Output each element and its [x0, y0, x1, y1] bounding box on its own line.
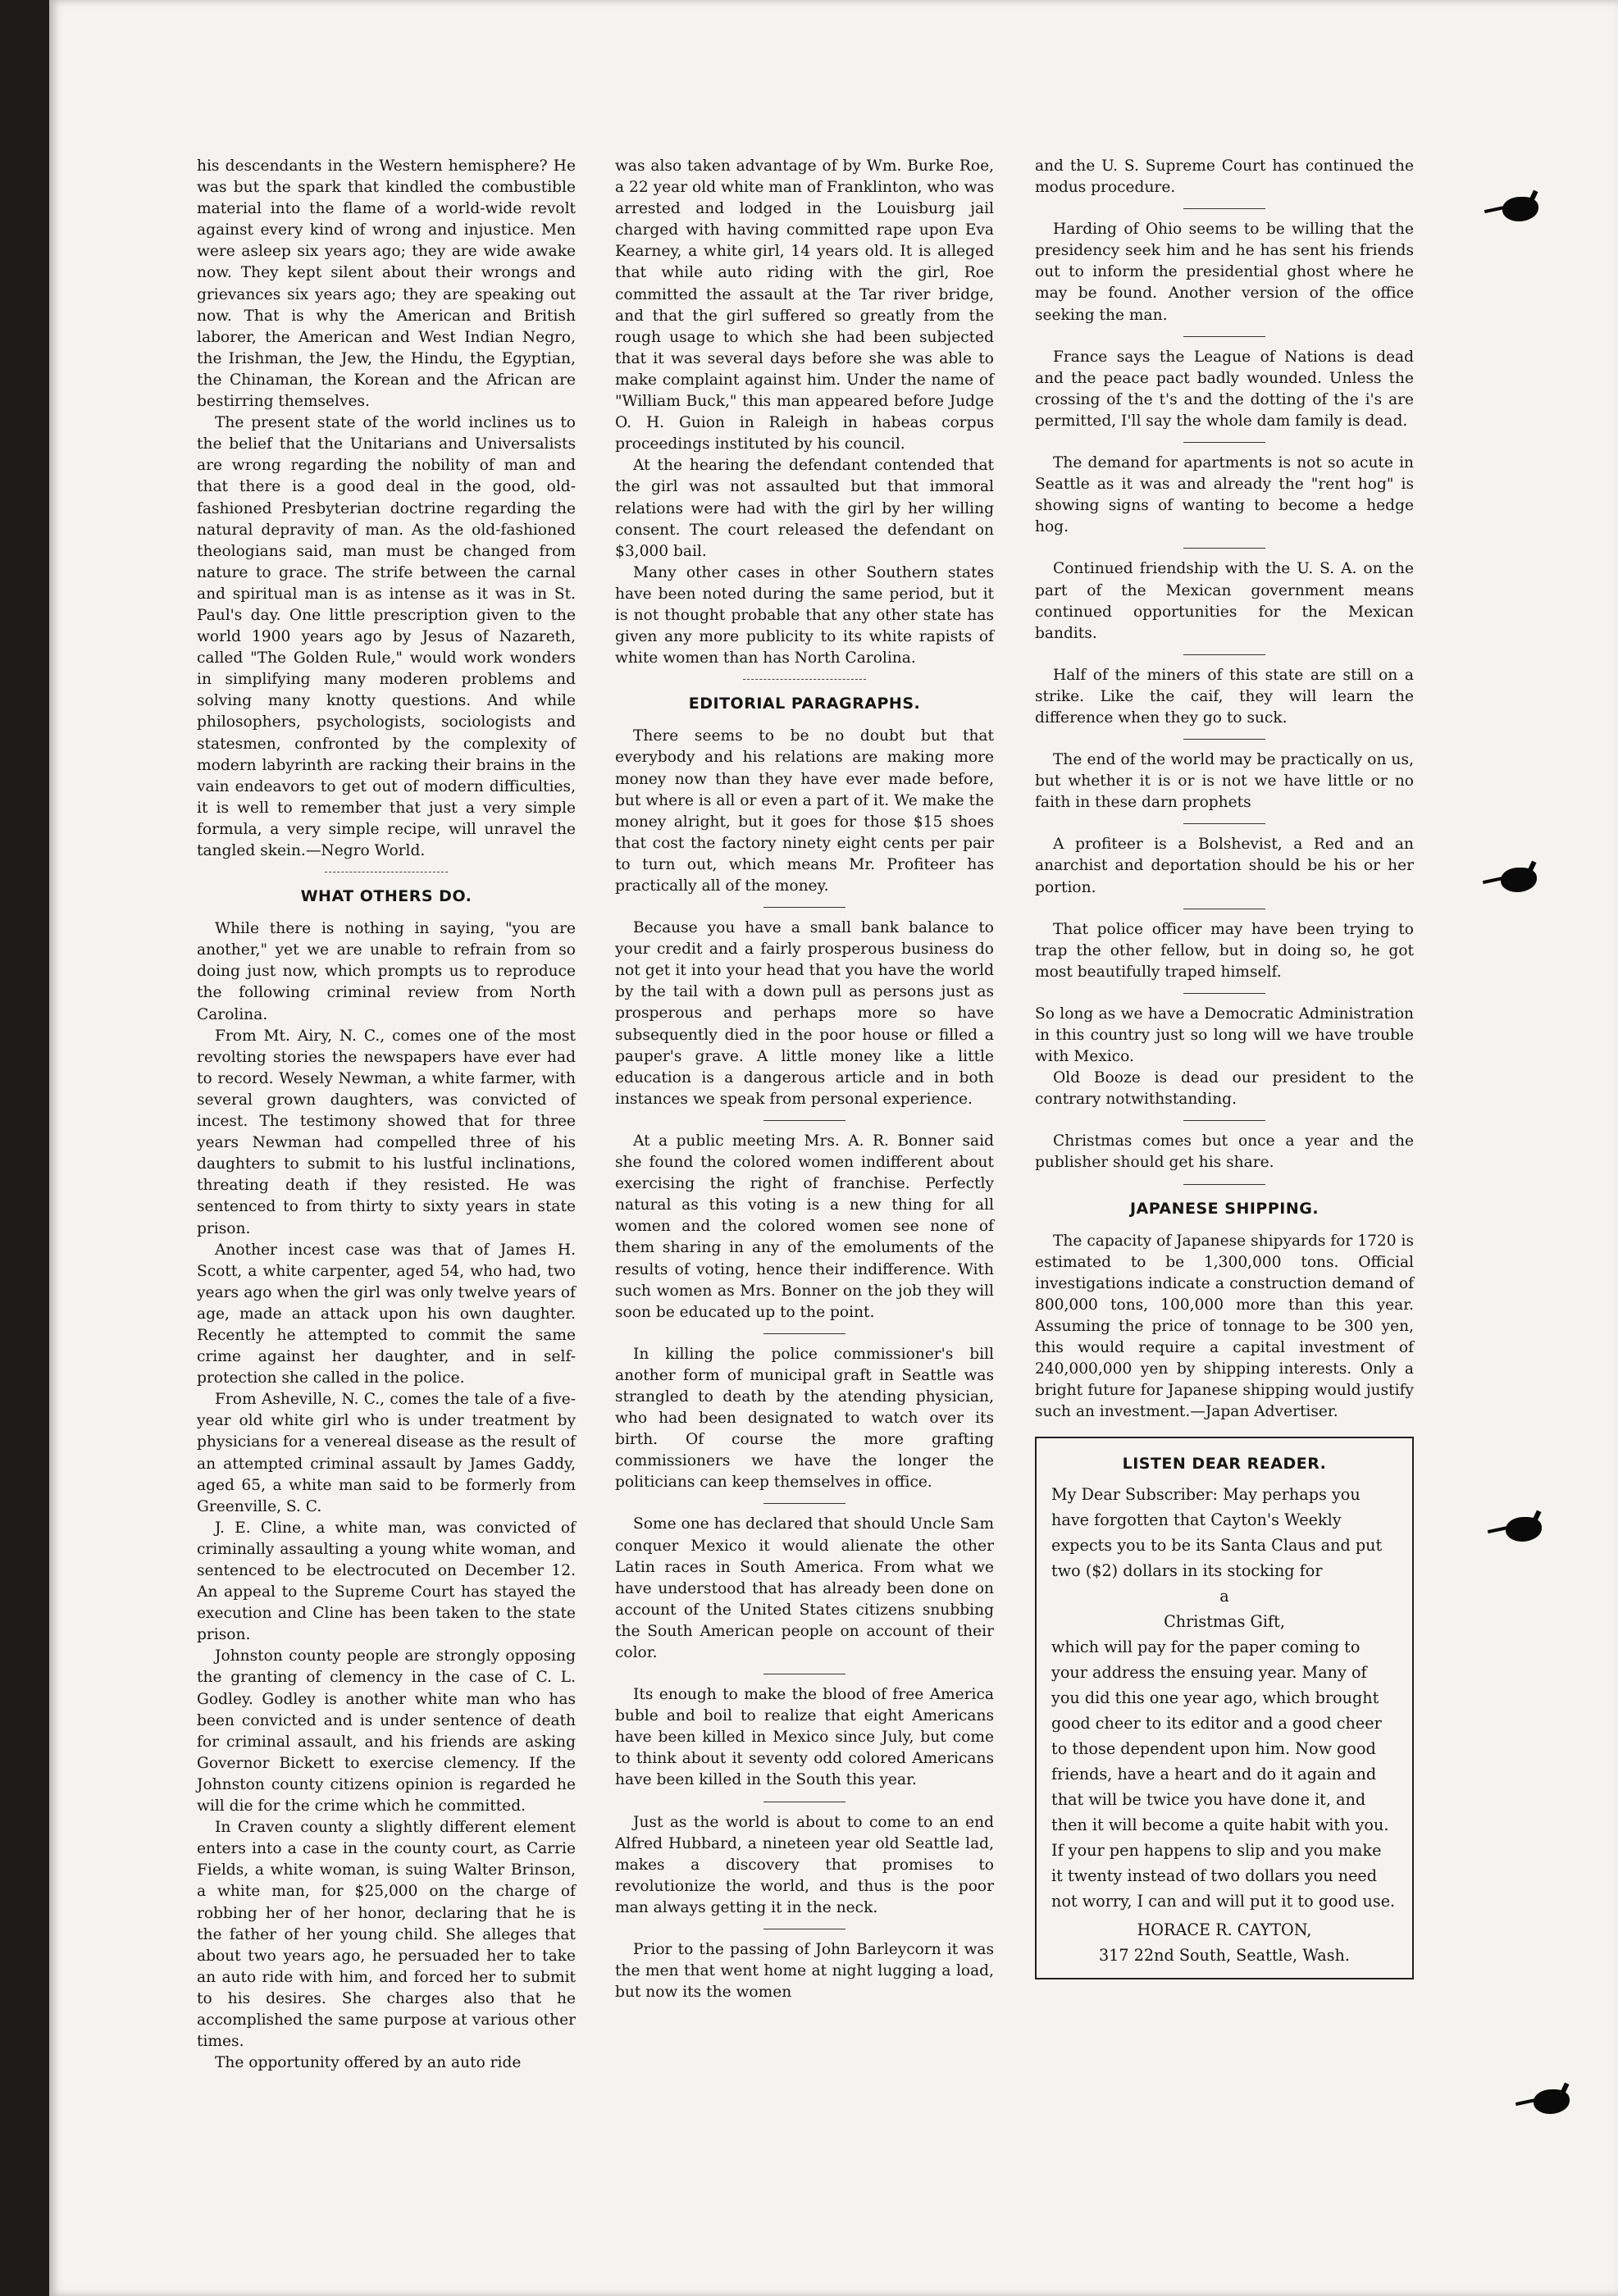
paragraph-divider: [1183, 654, 1265, 655]
column-1: [197, 156, 576, 2074]
article-paragraph: Another incest case was that of James H. Scott, a white carpenter, aged 54, who had, two years ago when the girl was only twelve years of age, made an attack upon his own daughter. Recently he attempted to commit the same crime against her daughter, and in self-protection she called in the police.: [197, 1241, 576, 1387]
article-paragraph: was also taken advantage of by Wm. Burke Roe, a 22 year old white man of Franklinton, who was arrested and lodged in the Louisburg jail charged with having committed rape upon Eva Kearney, a white girl, 14 years old. It is alleged that while auto riding with the girl, Roe committed the assault at the Tar river bridge, and that the girl suffered so greatly from the rough usage to which she had been subjected that it was several days before she was able to make complaint against him. Under the name of "William Buck," this man appeared before Judge O. H. Guion in Raleigh in habeas corpus proceedings instituted by his council.: [615, 157, 994, 453]
editorial-paragraph: Continued friendship with the U. S. A. on the part of the Mexican government means continued opportunities for the Mexican bandits.: [1035, 560, 1414, 642]
paragraph-divider: [763, 1120, 845, 1121]
paragraph-divider: [1183, 993, 1265, 994]
article-paragraph: From Asheville, N. C., comes the tale of a five-year old white girl who is under treatment by physicians for a venereal disease as the result of an attempted criminal assault by James Gaddy, aged 65, a white man said to be formerly from Greenville, S. C.: [197, 1391, 576, 1515]
paragraph-divider: [1183, 1184, 1265, 1185]
notice-paragraph: My Dear Subscriber: May perhaps you have forgotten that Cayton's Weekly expects you to be its Santa Claus and put two ($2) dollars in its stocking for: [1051, 1484, 1383, 1580]
article-paragraph: Johnston county people are strongly opposing the granting of clemency in the case of C. L. Godley. Godley is another white man who has been convicted and is under sentence of death for criminal assault, and his friends are asking Governor Bickett to exercise clemency. If the Johnston county citizens opinion is regarded he will die for the crime which he committed.: [197, 1647, 576, 1815]
paragraph-divider: [763, 1503, 845, 1504]
article-paragraph: The opportunity offered by an auto ride: [215, 2054, 522, 2072]
editorial-paragraph: Old Booze is dead our president to the contrary notwithstanding.: [1035, 1069, 1414, 1109]
notice-line: a: [1219, 1586, 1229, 1606]
editorial-paragraph: Half of the miners of this state are still on a strike. Like the caif, they will learn the difference when they go to suck.: [1035, 666, 1414, 727]
paragraph-divider: [1183, 548, 1265, 549]
editorial-paragraph: There seems to be no doubt but that everybody and his relations are making more money now than they have ever made before, but where is all or even a part of it. We make the money alright, but it goes for those $15 shoes that cost the factory ninety eight cents per pair to turn out, which means Mr. Profiteer has practically all of the money.: [615, 727, 994, 895]
paragraph-divider: [1183, 442, 1265, 443]
editorial-paragraph: Harding of Ohio seems to be willing that the presidency seek him and he has sent his friends out to inform the presidential ghost where he may be found. Another version of the office seeking the man.: [1035, 221, 1414, 324]
notice-line: Christmas Gift,: [1164, 1611, 1285, 1631]
section-heading: EDITORIAL PARAGRAPHS.: [688, 695, 921, 713]
paragraph-divider: [1183, 336, 1265, 337]
editorial-paragraph: Just as the world is about to come to an end Alfred Hubbard, a nineteen year old Seattle lad, makes a discovery that promises to revolutionize the world, and thus is the poor man always getting it in the neck.: [615, 1813, 994, 1916]
paragraph-divider: [763, 1333, 845, 1334]
editorial-paragraph: Because you have a small bank balance to your credit and a fairly prosperous business do not get it into your head that you have the world by the tail with a down pull as persons just as prosperous and perhaps more so have subsequently died in the poor house or filled a pauper's grave. A little money like a little education is a dangerous article and in both instances we speak from personal experience.: [615, 919, 994, 1108]
paragraph-divider: [1183, 1120, 1265, 1121]
editorial-paragraph: Some one has declared that should Uncle Sam conquer Mexico it would alienate the other Latin races in South America. From what we have understood that has already been done on account of the United States citizens snubbing the South American people on account of their color.: [615, 1515, 994, 1661]
signature-name: HORACE R. CAYTON,: [1137, 1920, 1312, 1939]
editorial-paragraph: In killing the police commissioner's bill another form of municipal graft in Seattle was strangled to death by the atending physician, who had been designated to watch over its birth. Of course the more grafting commissioners we have the longer the politicians can keep themselves in office.: [615, 1345, 994, 1492]
article-paragraph: Many other cases in other Southern states have been noted during the same period, but it is not thought probable that any other state has given any more publicity to its white rapists of white women than has North Carolina.: [615, 563, 994, 667]
article-paragraph: J. E. Cline, a white man, was convicted of criminally assaulting a young white woman, and sentenced to be electrocuted on December 12. An appeal to the Supreme Court has stayed the execution and Cline has been taken to the state prison.: [197, 1519, 576, 1644]
section-heading: JAPANESE SHIPPING.: [1129, 1199, 1319, 1218]
editorial-paragraph: The demand for apartments is not so acute in Seattle as it was and already the "rent hog" is showing signs of wanting to become a hedge hog.: [1035, 454, 1414, 536]
notice-paragraph: which will pay for the paper coming to your address the ensuing year. Many of you did this one year ago, which brought good cheer to its editor and a good cheer to those dependent upon him. Now good friends, have a heart and do it again and that will be twice you have done it, and then it will become a quite habit with you. If your pen happens to slip and you make it twenty instead of two dollars you need not worry, I can and will put it to good use.: [1051, 1637, 1396, 1911]
editorial-paragraph: That police officer may have been trying to trap the other fellow, but in doing so, he got most beautifully traped himself.: [1035, 920, 1414, 981]
article-paragraph: While there is nothing in saying, "you are another," yet we are unable to refrain from so doing just now, which prompts us to reproduce the following criminal review from North Carolina.: [197, 920, 576, 1023]
column-3: [1035, 156, 1414, 1979]
section-heading: WHAT OTHERS DO.: [300, 887, 472, 906]
article-paragraph: At the hearing the defendant contended that the girl was not assaulted but that immoral relations were had with the girl by her willing consent. The court released the defendant on $3,000 bail.: [615, 457, 994, 560]
signature-address: 317 22nd South, Seattle, Wash.: [1098, 1945, 1351, 1965]
article-paragraph: The capacity of Japanese shipyards for 1720 is estimated to be 1,300,000 tons. Official investigations indicate a construction demand of 800,000 tons, 100,000 more than this year. Assuming the price of tonnage to be 300 yen, this would require a capital investment of 240,000,000 yen by shipping interests. Only a bright future for Japanese shipping would justify such an investment.—Japan Advertiser.: [1035, 1232, 1414, 1421]
editorial-paragraph: Prior to the passing of John Barleycorn it was the men that went home at night lugging a load, but now its the women: [615, 1941, 994, 2002]
article-paragraph: his descendants in the Western hemisphere? He was but the spark that kindled the combustible material into the flame of a world-wide revolt against every kind of wrong and injustice. Men were asleep six years ago; they are wide awake now. They kept silent about their wrongs and grievances six years ago; they are speaking out now. That is why the American and British laborer, the American and West Indian Negro, the Irishman, the Jew, the Hindu, the Egyptian, the Chinaman, the Korean and the African are bestirring themselves.: [197, 157, 576, 411]
article-paragraph: In Craven county a slightly different element enters into a case in the county court, as Carrie Fields, a white woman, is suing Walter Brinson, a white man, for $25,000 on the charge of robbing her of her honor, declaring that he is the father of her young child. She alleges that about two years ago, he persuaded her to take an auto ride with him, and forced her to submit to his desires. She charges also that he accomplished the same purpose at various other times.: [197, 1819, 576, 2051]
paragraph-divider: [1183, 739, 1265, 740]
column-2: [615, 156, 994, 2003]
article-paragraph: From Mt. Airy, N. C., comes one of the most revolting stories the newspapers have ever had to record. Wesely Newman, a white farmer, with several grown daughters, was convicted of incest. The testimony showed that for three years Newman had compelled three of his daughters to submit to his lustful inclinations, threating death if they resisted. He was sentenced to from thirty to sixty years in state prison.: [197, 1027, 576, 1237]
editorial-paragraph: Christmas comes but once a year and the publisher should get his share.: [1035, 1132, 1414, 1172]
editorial-paragraph: A profiteer is a Bolshevist, a Red and an anarchist and deportation should be his or her portion.: [1035, 836, 1414, 896]
notice-heading: LISTEN DEAR READER.: [1122, 1454, 1327, 1473]
editorial-paragraph: So long as we have a Democratic Administration in this country just so long will we have trouble with Mexico.: [1035, 1004, 1414, 1066]
editorial-paragraph: The end of the world may be practically on us, but whether it is or is not we have little or no faith in these darn prophets: [1035, 751, 1414, 812]
paragraph-divider: [763, 907, 845, 908]
article-paragraph: The present state of the world inclines us to the belief that the Unitarians and Universalists are wrong regarding the nobility of man and that there is a good deal in the good, old-fashioned Presbyterian doctrine regarding the natural depravity of man. As the old-fashioned theologians said, man must be changed from nature to grace. The strife between the carnal and spiritual man is as intense as it was in St. Paul's day. One little prescription given to the world 1900 years ago by Jesus of Nazareth, called "The Golden Rule," would work wonders in simplifying many moderen problems and solving many knotty questions. And while philosophers, psychologists, sociologists and statesmen, confronted by the complexity of modern labyrinth are racking their brains in the vain endeavors to get out of modern difficulties, it is well to remember that just a very simple formula, a very simple recipe, will unravel the tangled skein.—Negro World.: [197, 414, 576, 859]
section-divider: [743, 679, 866, 680]
paragraph-divider: [1183, 823, 1265, 824]
editorial-paragraph: At a public meeting Mrs. A. R. Bonner said she found the colored women indifferent about exercising the right of franchise. Perfectly natural as this voting is a new thing for all women and the colored women see none of them sharing in any of the emoluments of the results of voting, hence their indifference. With such women as Mrs. Bonner on the job they will soon be educated up to the point.: [615, 1132, 994, 1321]
paragraph-divider: [1183, 208, 1265, 209]
editorial-paragraph: and the U. S. Supreme Court has continued the modus procedure.: [1035, 157, 1414, 197]
editorial-paragraph: France says the League of Nations is dead and the peace pact badly wounded. Unless the crossing of the t's and the dotting of the i's are permitted, I'll say the whole dam family is dead.: [1035, 348, 1414, 430]
subscriber-notice-box: [1035, 1437, 1414, 1979]
editorial-paragraph: Its enough to make the blood of free America buble and boil to realize that eight Americans have been killed in Mexico since July, but come to think about it seventy odd colored Americans have been killed in the South this year.: [615, 1686, 994, 1789]
